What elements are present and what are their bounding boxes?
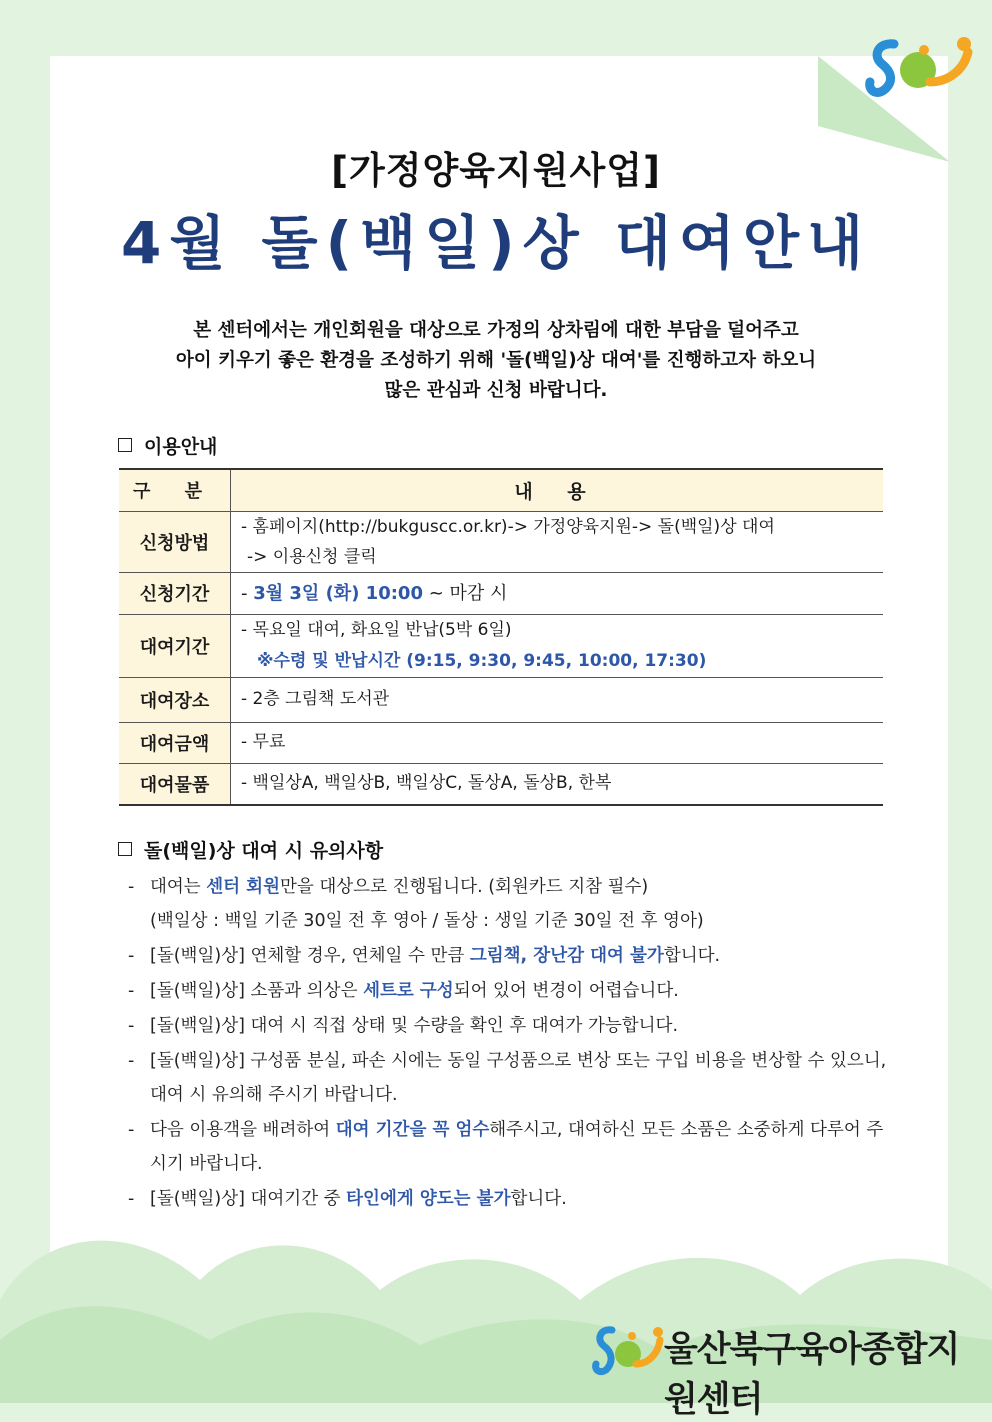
note-text: [돌(백일)상] 대여기간 중 [150, 1189, 347, 1209]
row-label: 대여물품 [119, 763, 231, 805]
note-highlight: 대여 기간을 꼭 엄수 [335, 1120, 490, 1140]
value-line: - 목요일 대여, 화요일 반납(5박 6일) [241, 619, 512, 640]
note-highlight: 타인에게 양도는 불가 [346, 1189, 511, 1209]
organization-name: 울산북구육아종합지원센터 [664, 1330, 960, 1420]
row-value [231, 511, 884, 572]
table-row [119, 722, 883, 763]
table-header-row [119, 469, 883, 511]
note-text: 만을 대상으로 진행됩니다. (회원카드 지참 필수) [280, 877, 649, 897]
list-item [126, 939, 890, 973]
usage-table [119, 468, 883, 806]
table-row [119, 572, 883, 614]
table-row [119, 614, 883, 677]
note-text: 대여는 [150, 877, 207, 897]
note-highlight: 세트로 구성 [363, 981, 454, 1001]
table-row [119, 677, 883, 722]
note-text: 합니다. [510, 1189, 567, 1209]
note-highlight: 그림책, 장난감 대여 불가 [469, 946, 664, 966]
note-text: [돌(백일)상] 대여 시 직접 상태 및 수량을 확인 후 대여가 가능합니다. [150, 1016, 679, 1036]
row-value: - 무료 [231, 722, 884, 763]
intro-line: 본 센터에서는 개인회원을 대상으로 가정의 상차림에 대한 부담을 덜어주고 [193, 320, 799, 341]
column-header-category: 구 분 [119, 469, 231, 511]
list-item [126, 1009, 890, 1043]
note-text: [돌(백일)상] 구성품 분실, 파손 시에는 동일 구성품으로 변상 또는 구입 비용을 변상할 수 있으니, 대여 시 유의해 주시기 바랍니다. [150, 1051, 887, 1105]
footer-logo-mark [592, 1318, 664, 1382]
row-label: 대여기간 [119, 614, 231, 677]
table-row [119, 763, 883, 805]
usage-heading [118, 432, 217, 459]
checkbox-square-icon [118, 842, 132, 856]
program-title: [가정양육지원사업] [331, 149, 661, 192]
note-text: 되어 있어 변경이 어렵습니다. [453, 981, 679, 1001]
value-prefix: - [241, 582, 254, 604]
list-item [126, 870, 890, 938]
row-label: 신청방법 [119, 511, 231, 572]
row-value: - 2층 그림책 도서관 [231, 677, 884, 722]
list-item [126, 1113, 890, 1181]
pickup-return-times: ※수령 및 반납시간 (9:15, 9:30, 9:45, 10:00, 17:30) [257, 650, 707, 671]
list-item [126, 974, 890, 1008]
intro-paragraph [100, 316, 892, 406]
application-period-highlight: 3월 3일 (화) 10:00 [253, 582, 423, 604]
value-line: - 홈페이지(http://bukguscc.or.kr)-> 가정양육지원-> 돌(백일)상 대여 [241, 516, 775, 537]
page-title: 4월 돌(백일)상 대여안내 [120, 209, 871, 277]
intro-line: 아이 키우기 좋은 환경을 조성하기 위해 '돌(백일)상 대여'를 진행하고자 하오니 [175, 350, 817, 371]
note-text: [돌(백일)상] 소품과 의상은 [150, 981, 364, 1001]
checkbox-square-icon [118, 438, 132, 452]
value-line: -> 이용신청 클릭 [247, 546, 377, 567]
cautions-heading [118, 836, 383, 863]
cautions-heading-text: 돌(백일)상 대여 시 유의사항 [144, 840, 384, 862]
row-value [231, 614, 884, 677]
row-value: - 백일상A, 백일상B, 백일상C, 돌상A, 돌상B, 한복 [231, 763, 884, 805]
note-text: 해주시고, 대여하신 모든 소품은 소중하게 다루어 주시기 바랍니다. [150, 1120, 884, 1174]
note-subline: (백일상 : 백일 기준 30일 전 후 영아 / 돌상 : 생일 기준 30일 전 후 영아) [150, 911, 704, 931]
cautions-list [126, 870, 890, 1217]
row-value [231, 572, 884, 614]
value-suffix: ~ 마감 시 [422, 582, 508, 604]
column-header-content: 내 용 [231, 469, 884, 511]
table-row [119, 511, 883, 572]
intro-line: 많은 관심과 신청 바랍니다. [384, 380, 608, 401]
row-label: 대여금액 [119, 722, 231, 763]
note-text: [돌(백일)상] 연체할 경우, 연체일 수 만큼 [150, 946, 470, 966]
note-text: 다음 이용객을 배려하여 [150, 1120, 336, 1140]
note-text: 합니다. [663, 946, 721, 966]
usage-heading-text: 이용안내 [144, 436, 218, 458]
center-logo-mark [864, 30, 978, 102]
list-item [126, 1182, 890, 1216]
list-item [126, 1044, 890, 1112]
row-label: 대여장소 [119, 677, 231, 722]
note-highlight: 센터 회원 [206, 877, 280, 897]
row-label: 신청기간 [119, 572, 231, 614]
